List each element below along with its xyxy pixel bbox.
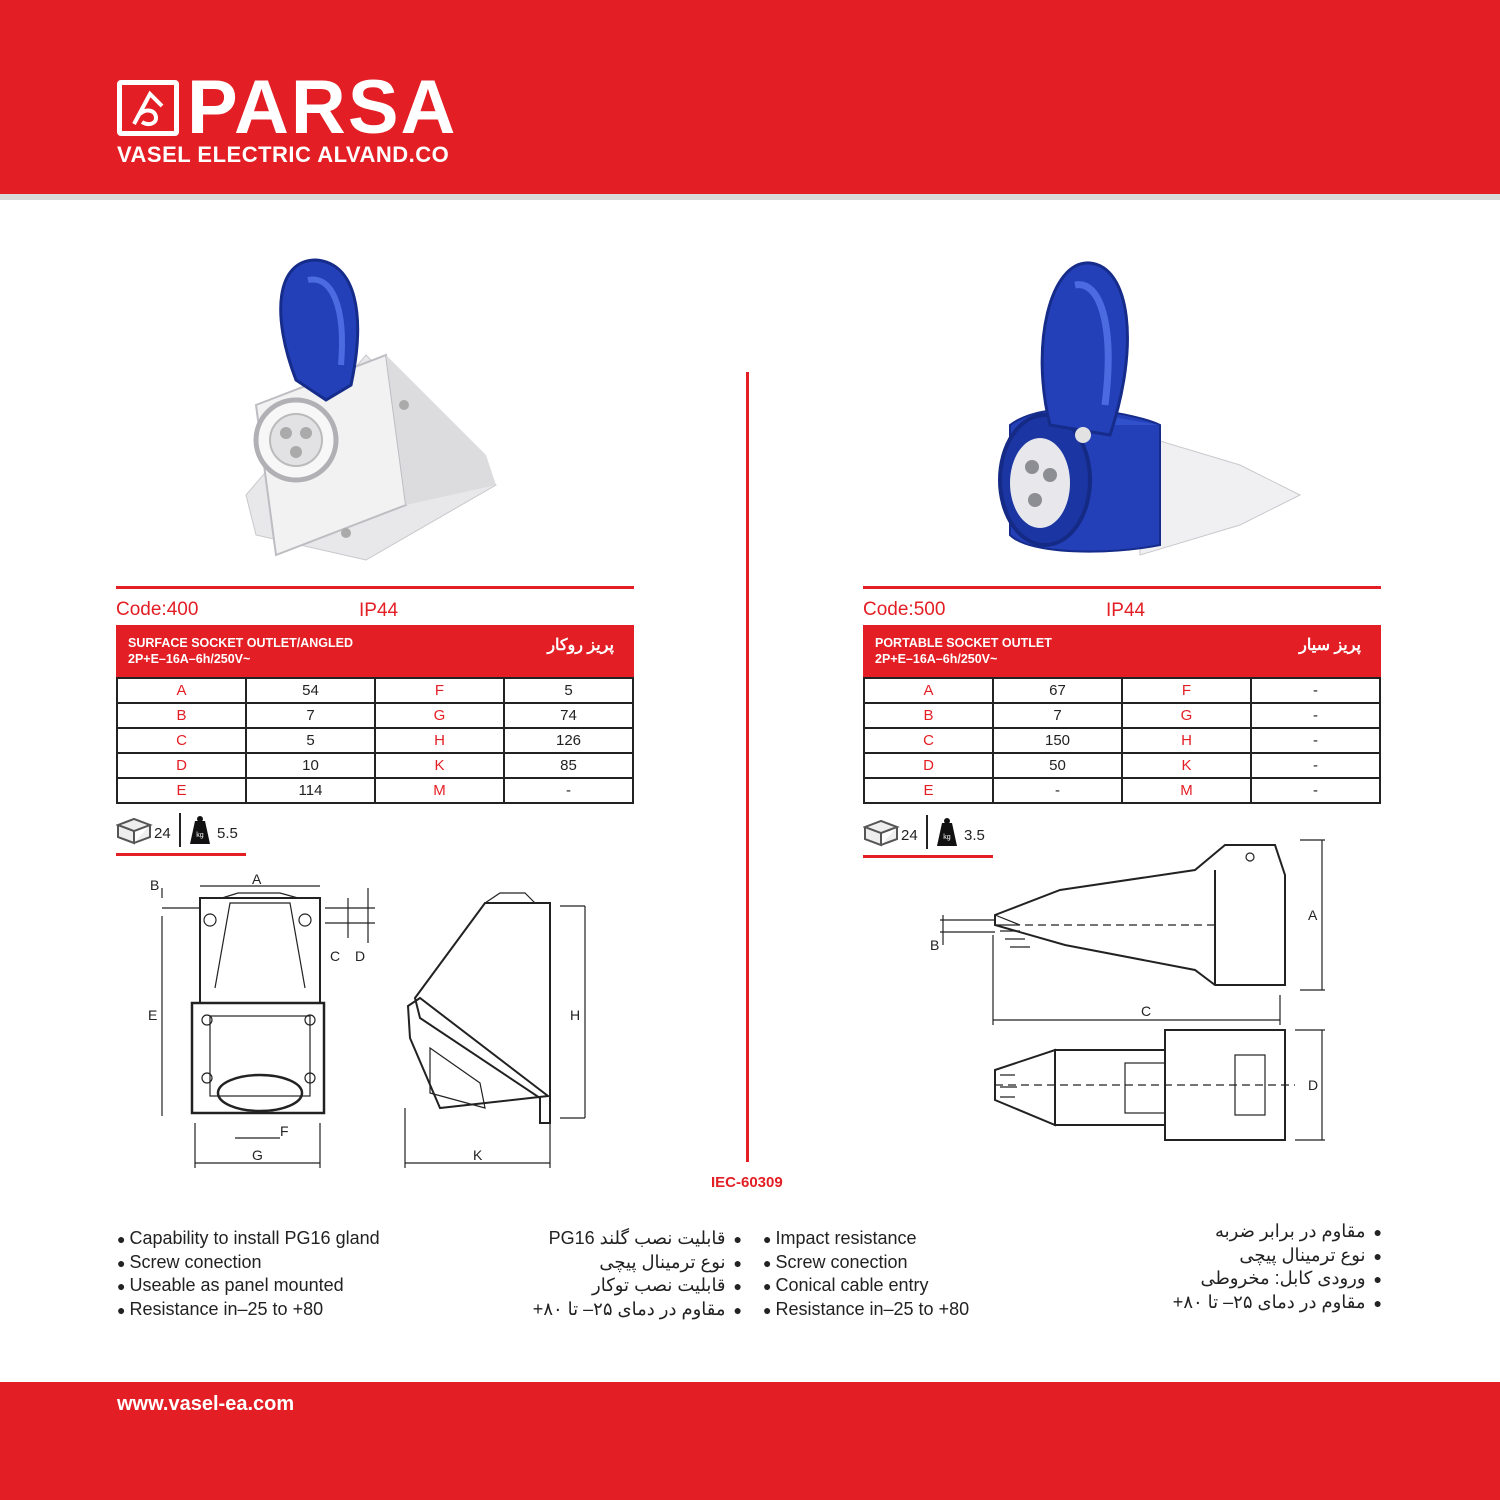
dim-value: 5 — [246, 728, 375, 753]
dim-label-c: C — [1141, 1003, 1152, 1019]
dim-key: M — [1122, 778, 1251, 803]
dim-key: B — [117, 703, 246, 728]
dim-value: 10 — [246, 753, 375, 778]
dim-label-g: G — [252, 1147, 263, 1163]
pack-quantity: 24 — [901, 827, 918, 844]
brand-subtitle: VASEL ELECTRIC ALVAND.CO — [117, 142, 450, 167]
dim-label-d: D — [1308, 1077, 1319, 1093]
list-item: ●نوع ترمینال پیچی — [599, 1251, 742, 1272]
svg-text:kg: kg — [196, 832, 204, 839]
product-title-en: SURFACE SOCKET OUTLET/ANGLED — [128, 636, 354, 650]
dim-key: C — [117, 728, 246, 753]
portable-socket-drawing — [925, 835, 1335, 1150]
dim-key: H — [1122, 728, 1251, 753]
product-rating: 2P+E–16A–6h/250V~ — [875, 652, 998, 666]
list-item: ● Resistance in–25 to +80 — [763, 1298, 970, 1319]
website-link[interactable]: www.vasel-ea.com — [117, 1393, 295, 1415]
product-title-fa: پریز سیار — [1299, 637, 1361, 654]
dim-value: - — [1251, 778, 1380, 803]
dim-label-a: A — [252, 871, 262, 887]
dim-key: F — [375, 678, 504, 703]
feature-list-left-fa — [480, 1227, 742, 1321]
dim-key: A — [864, 678, 993, 703]
dimension-table — [863, 677, 1381, 804]
surface-socket-drawing — [140, 868, 610, 1168]
dim-label-e: E — [148, 1007, 158, 1023]
dim-value: 7 — [246, 703, 375, 728]
dim-value: 7 — [993, 703, 1122, 728]
dim-value: - — [504, 778, 633, 803]
center-divider — [746, 372, 749, 1162]
table-row — [864, 678, 1380, 703]
list-item: ●مقاوم در دمای ۲۵– تا ۸۰+ — [532, 1298, 742, 1319]
dim-value: - — [993, 778, 1122, 803]
dim-key: M — [375, 778, 504, 803]
dim-value: - — [1251, 728, 1380, 753]
table-row — [864, 753, 1380, 778]
product-title-fa: پریز روکار — [547, 637, 614, 654]
ip-rating: IP44 — [359, 600, 399, 621]
header-banner — [0, 0, 1500, 200]
dim-value: 54 — [246, 678, 375, 703]
list-item: ● Useable as panel mounted — [117, 1275, 344, 1296]
list-item: ●مقاوم در دمای ۲۵– تا ۸۰+ — [1172, 1291, 1382, 1312]
dim-key: K — [1122, 753, 1251, 778]
list-item: ● Screw conection — [763, 1251, 908, 1272]
dim-key: E — [864, 778, 993, 803]
feature-list-right-fa — [1120, 1220, 1382, 1314]
carton-box-icon — [116, 815, 154, 845]
dim-key: D — [117, 753, 246, 778]
dim-key: A — [117, 678, 246, 703]
list-item: ●مقاوم در برابر ضربه — [1214, 1221, 1382, 1241]
product-rating: 2P+E–16A–6h/250V~ — [128, 652, 251, 666]
product-title-en: PORTABLE SOCKET OUTLET — [875, 636, 1052, 650]
table-row — [117, 703, 633, 728]
list-item: ●قابلیت نصب گلند PG16 — [548, 1228, 742, 1248]
dim-label-k: K — [473, 1147, 483, 1163]
dim-value: 150 — [993, 728, 1122, 753]
footer-banner — [0, 1382, 1500, 1500]
pack-quantity: 24 — [154, 825, 171, 842]
dim-label-h: H — [570, 1007, 581, 1023]
dim-key: G — [375, 703, 504, 728]
list-item: ● Conical cable entry — [763, 1275, 929, 1296]
dim-label-a: A — [1308, 907, 1318, 923]
table-row — [864, 728, 1380, 753]
table-row — [864, 778, 1380, 803]
dim-label-c: C — [330, 948, 341, 964]
table-row — [117, 753, 633, 778]
dim-key: D — [864, 753, 993, 778]
list-item: ● Capability to install PG16 gland — [117, 1228, 380, 1248]
dim-value: 5 — [504, 678, 633, 703]
dim-key: H — [375, 728, 504, 753]
dim-key: F — [1122, 678, 1251, 703]
surface-socket-photo — [236, 255, 506, 565]
dim-value: 74 — [504, 703, 633, 728]
table-row — [864, 703, 1380, 728]
carton-box-icon — [863, 817, 901, 847]
feature-list-right-en — [763, 1227, 969, 1321]
spec-block-code-400 — [116, 586, 634, 804]
dim-value: 114 — [246, 778, 375, 803]
dim-label-b: B — [150, 877, 160, 893]
list-item: ●نوع ترمینال پیچی — [1239, 1244, 1382, 1265]
dim-value: 85 — [504, 753, 633, 778]
standard-label: IEC-60309 — [711, 1174, 783, 1191]
logo-mark-icon — [117, 80, 179, 136]
weight-icon — [189, 815, 211, 845]
list-item: ● Resistance in–25 to +80 — [117, 1298, 324, 1319]
dim-value: - — [1251, 753, 1380, 778]
dim-value: - — [1251, 678, 1380, 703]
list-item: ● Screw conection — [117, 1251, 262, 1272]
list-item: ●ورودی کابل: مخروطی — [1200, 1268, 1382, 1289]
dim-value: 126 — [504, 728, 633, 753]
feature-list-left-en — [117, 1227, 380, 1321]
portable-socket-photo — [990, 255, 1310, 565]
brand-name: PARSA — [187, 65, 458, 150]
svg-text:kg: kg — [943, 834, 951, 841]
table-row — [117, 728, 633, 753]
dim-value: 50 — [993, 753, 1122, 778]
spec-block-code-500 — [863, 586, 1381, 804]
spec-title-band — [116, 625, 634, 677]
ip-rating: IP44 — [1106, 600, 1146, 621]
weight-value: 5.5 — [217, 825, 238, 842]
dim-key: C — [864, 728, 993, 753]
spec-title-band — [863, 625, 1381, 677]
list-item: ●قابلیت نصب توکار — [592, 1275, 742, 1296]
packing-info — [116, 813, 256, 853]
product-code: Code:500 — [863, 599, 946, 620]
dim-value: 67 — [993, 678, 1122, 703]
dim-value: - — [1251, 703, 1380, 728]
table-row — [117, 678, 633, 703]
list-item: ● Impact resistance — [763, 1228, 917, 1248]
table-row — [117, 778, 633, 803]
dim-label-f: F — [280, 1123, 289, 1139]
dim-label-b: B — [930, 937, 940, 953]
dim-label-d: D — [355, 948, 366, 964]
product-code: Code:400 — [116, 599, 199, 620]
dim-key: K — [375, 753, 504, 778]
dim-key: G — [1122, 703, 1251, 728]
weight-value: 3.5 — [964, 827, 985, 844]
dimension-table — [116, 677, 634, 804]
dim-key: E — [117, 778, 246, 803]
dim-key: B — [864, 703, 993, 728]
